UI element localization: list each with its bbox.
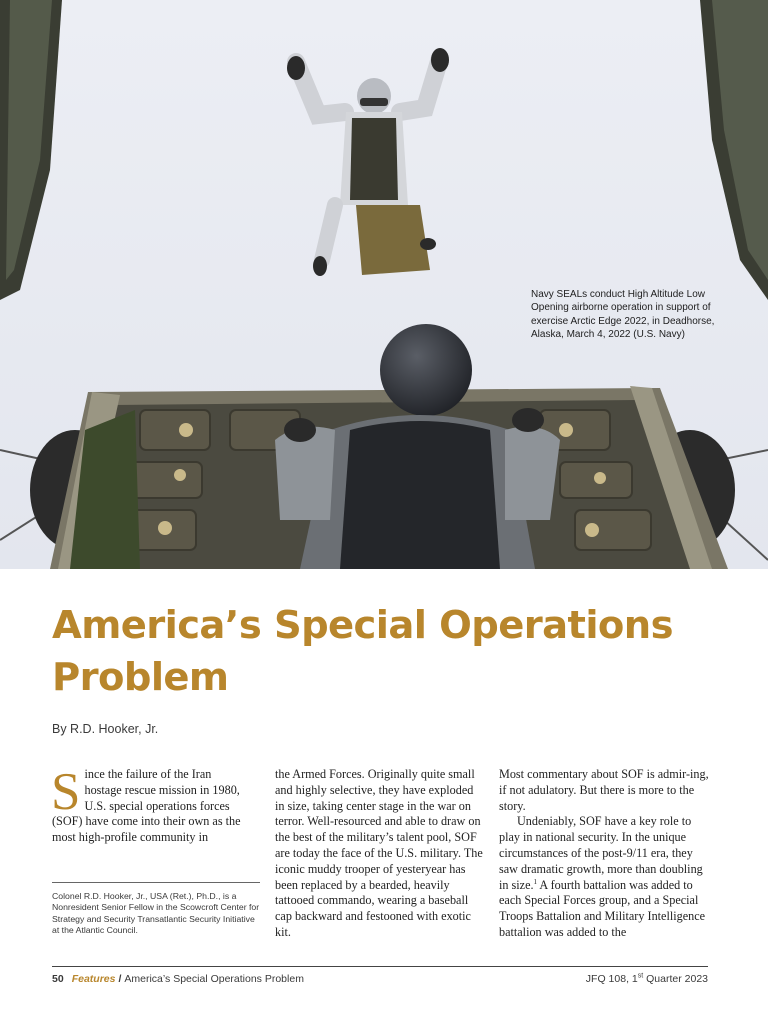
byline: By R.D. Hooker, Jr.	[52, 722, 159, 736]
column-2	[275, 767, 485, 941]
column-3-paragraph-2	[499, 814, 709, 940]
footer-separator: /	[118, 973, 122, 985]
drop-cap: S	[51, 763, 81, 821]
bio-divider	[52, 882, 260, 883]
title-line-2: Problem	[52, 655, 229, 700]
photo-caption: Navy SEALs conduct High Altitude Low Opening airborne operation in support of exercise Arctic Edge 2022, in Deadhorse, Alaska, March 4, 2022 (U.S. Navy)	[531, 289, 715, 341]
journal-text-b: Quarter 2023	[643, 973, 708, 985]
footer-divider	[52, 966, 708, 967]
column-1-text: ince the failure of the Iran hostage rescue mission in 1980, U.S. special operations forces (SOF) have come into their own as the most high-profile community in	[52, 767, 241, 845]
column-3-paragraph-1: Most commentary about SOF is admir-ing, if not adulatory. But there is more to the story.	[499, 767, 709, 813]
footer-left	[52, 973, 304, 985]
footer-article-title: America’s Special Operations Problem	[124, 973, 304, 985]
footer-journal	[586, 973, 708, 985]
column-2-text: the Armed Forces. Originally quite small and highly selective, they have exploded in size, taking center stage in the war on terror. Well-resourced and able to draw on the best of the military’s talent pool, SOF are today the face of the U.S. military. The iconic muddy trooper of yesteryear has been replaced by a bearded, heavily tattooed commando, wearing a baseball cap backward and festooned with exotic kit.	[275, 767, 483, 939]
journal-ordinal: st	[637, 972, 644, 980]
paragraph-2-text-b: A fourth battalion was added to each Special Forces group, and a Special Troops Battalion and Military Intelligence battalion was added to the	[499, 877, 706, 939]
paragraph-2-text-a: Undeniably, SOF have a key role to play in national security. In the unique circumstances of the post-9/11 era, they saw dramatic growth, more than doubling in size.	[499, 814, 703, 892]
title-line-1: America’s Special Operations	[52, 603, 673, 648]
journal-text-a: JFQ 108, 1	[585, 973, 638, 985]
column-1	[51, 763, 249, 846]
footnote-marker[interactable]: 1	[533, 877, 538, 886]
page-number: 50	[52, 973, 64, 985]
column-3	[499, 767, 709, 941]
footer-section: Features	[71, 973, 116, 985]
article-title	[52, 600, 732, 704]
intro-paragraph	[51, 763, 249, 846]
author-bio: Colonel R.D. Hooker, Jr., USA (Ret.), Ph.D., is a Nonresident Senior Fellow in the Scowcroft Center for Strategy and Security Transatlantic Security Initiative at the Atlantic Council.	[52, 891, 260, 936]
